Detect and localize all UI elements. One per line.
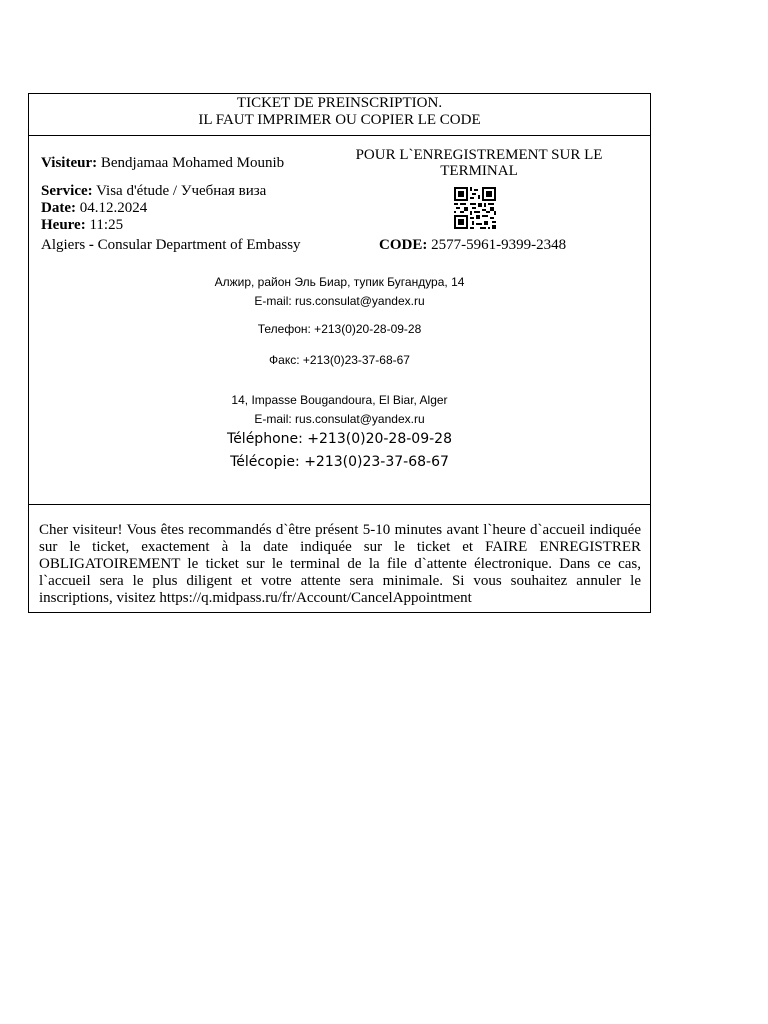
service-row	[41, 183, 266, 200]
location-separator: -	[85, 237, 98, 253]
header-instruction: IL FAUT IMPRIMER OU COPIER LE CODE	[198, 112, 481, 128]
visitor-name: Bendjamaa Mohamed Mounib	[100, 155, 285, 171]
ticket	[28, 93, 651, 613]
address-ru: Алжир, район Эль Биар, тупик Бугандура, 14	[214, 275, 465, 289]
terminal-title-line2: TERMINAL	[440, 163, 518, 179]
service-label: Service:	[41, 183, 93, 199]
location-row	[41, 237, 301, 254]
visitor-notice: Cher visiteur! Vous êtes recommandés d`être présent 5-10 minutes avant l`heure d`accueil indiquée sur le ticket, exactement à la date indiquée sur le ticket et FAIRE ENREGISTRER OBLIGATOIREMENT le ticket sur le terminal de la file d`attente électronique. Dans ce cas, l`accueil sera le plus diligent et votre attente sera minimale. Si vous souhaitez annuler le inscriptions, visitez https://q.midpass.ru/fr/Account/CancelAppointment	[39, 522, 641, 606]
date-label: Date:	[41, 200, 76, 216]
code-row	[379, 237, 566, 254]
visitor-row	[41, 155, 284, 172]
code-value: 2577-5961-9399-2348	[431, 237, 567, 253]
phone-fr: Téléphone: +213(0)20-28-09-28	[227, 431, 452, 447]
time-value: 11:25	[89, 217, 124, 233]
phone-ru: Телефон: +213(0)20-28-09-28	[257, 322, 422, 336]
ticket-details	[29, 136, 650, 505]
fax-fr: Télécopie: +213(0)23-37-68-67	[230, 454, 449, 470]
location-department: Consular Department of Embassy	[97, 237, 301, 253]
email-ru: E-mail: rus.consulat@yandex.ru	[254, 294, 425, 308]
address-fr: 14, Impasse Bougandoura, El Biar, Alger	[231, 393, 448, 407]
time-label: Heure:	[41, 217, 86, 233]
terminal-title	[329, 147, 629, 179]
code-label: CODE:	[379, 237, 428, 253]
terminal-title-line1: POUR L`ENREGISTREMENT SUR LE	[355, 147, 603, 163]
service-value: Visa d'étude / Учебная виза	[96, 183, 267, 199]
visitor-label: Visiteur:	[41, 155, 98, 171]
header-title: TICKET DE PREINSCRIPTION.	[236, 95, 443, 111]
fax-ru: Факс: +213(0)23-37-68-67	[269, 353, 410, 367]
date-value: 04.12.2024	[79, 200, 148, 216]
email-fr: E-mail: rus.consulat@yandex.ru	[254, 412, 425, 426]
ticket-header	[29, 94, 650, 136]
qr-code-icon	[454, 187, 496, 229]
time-row	[41, 217, 123, 234]
date-row	[41, 200, 147, 217]
location-city: Algiers	[41, 237, 86, 253]
